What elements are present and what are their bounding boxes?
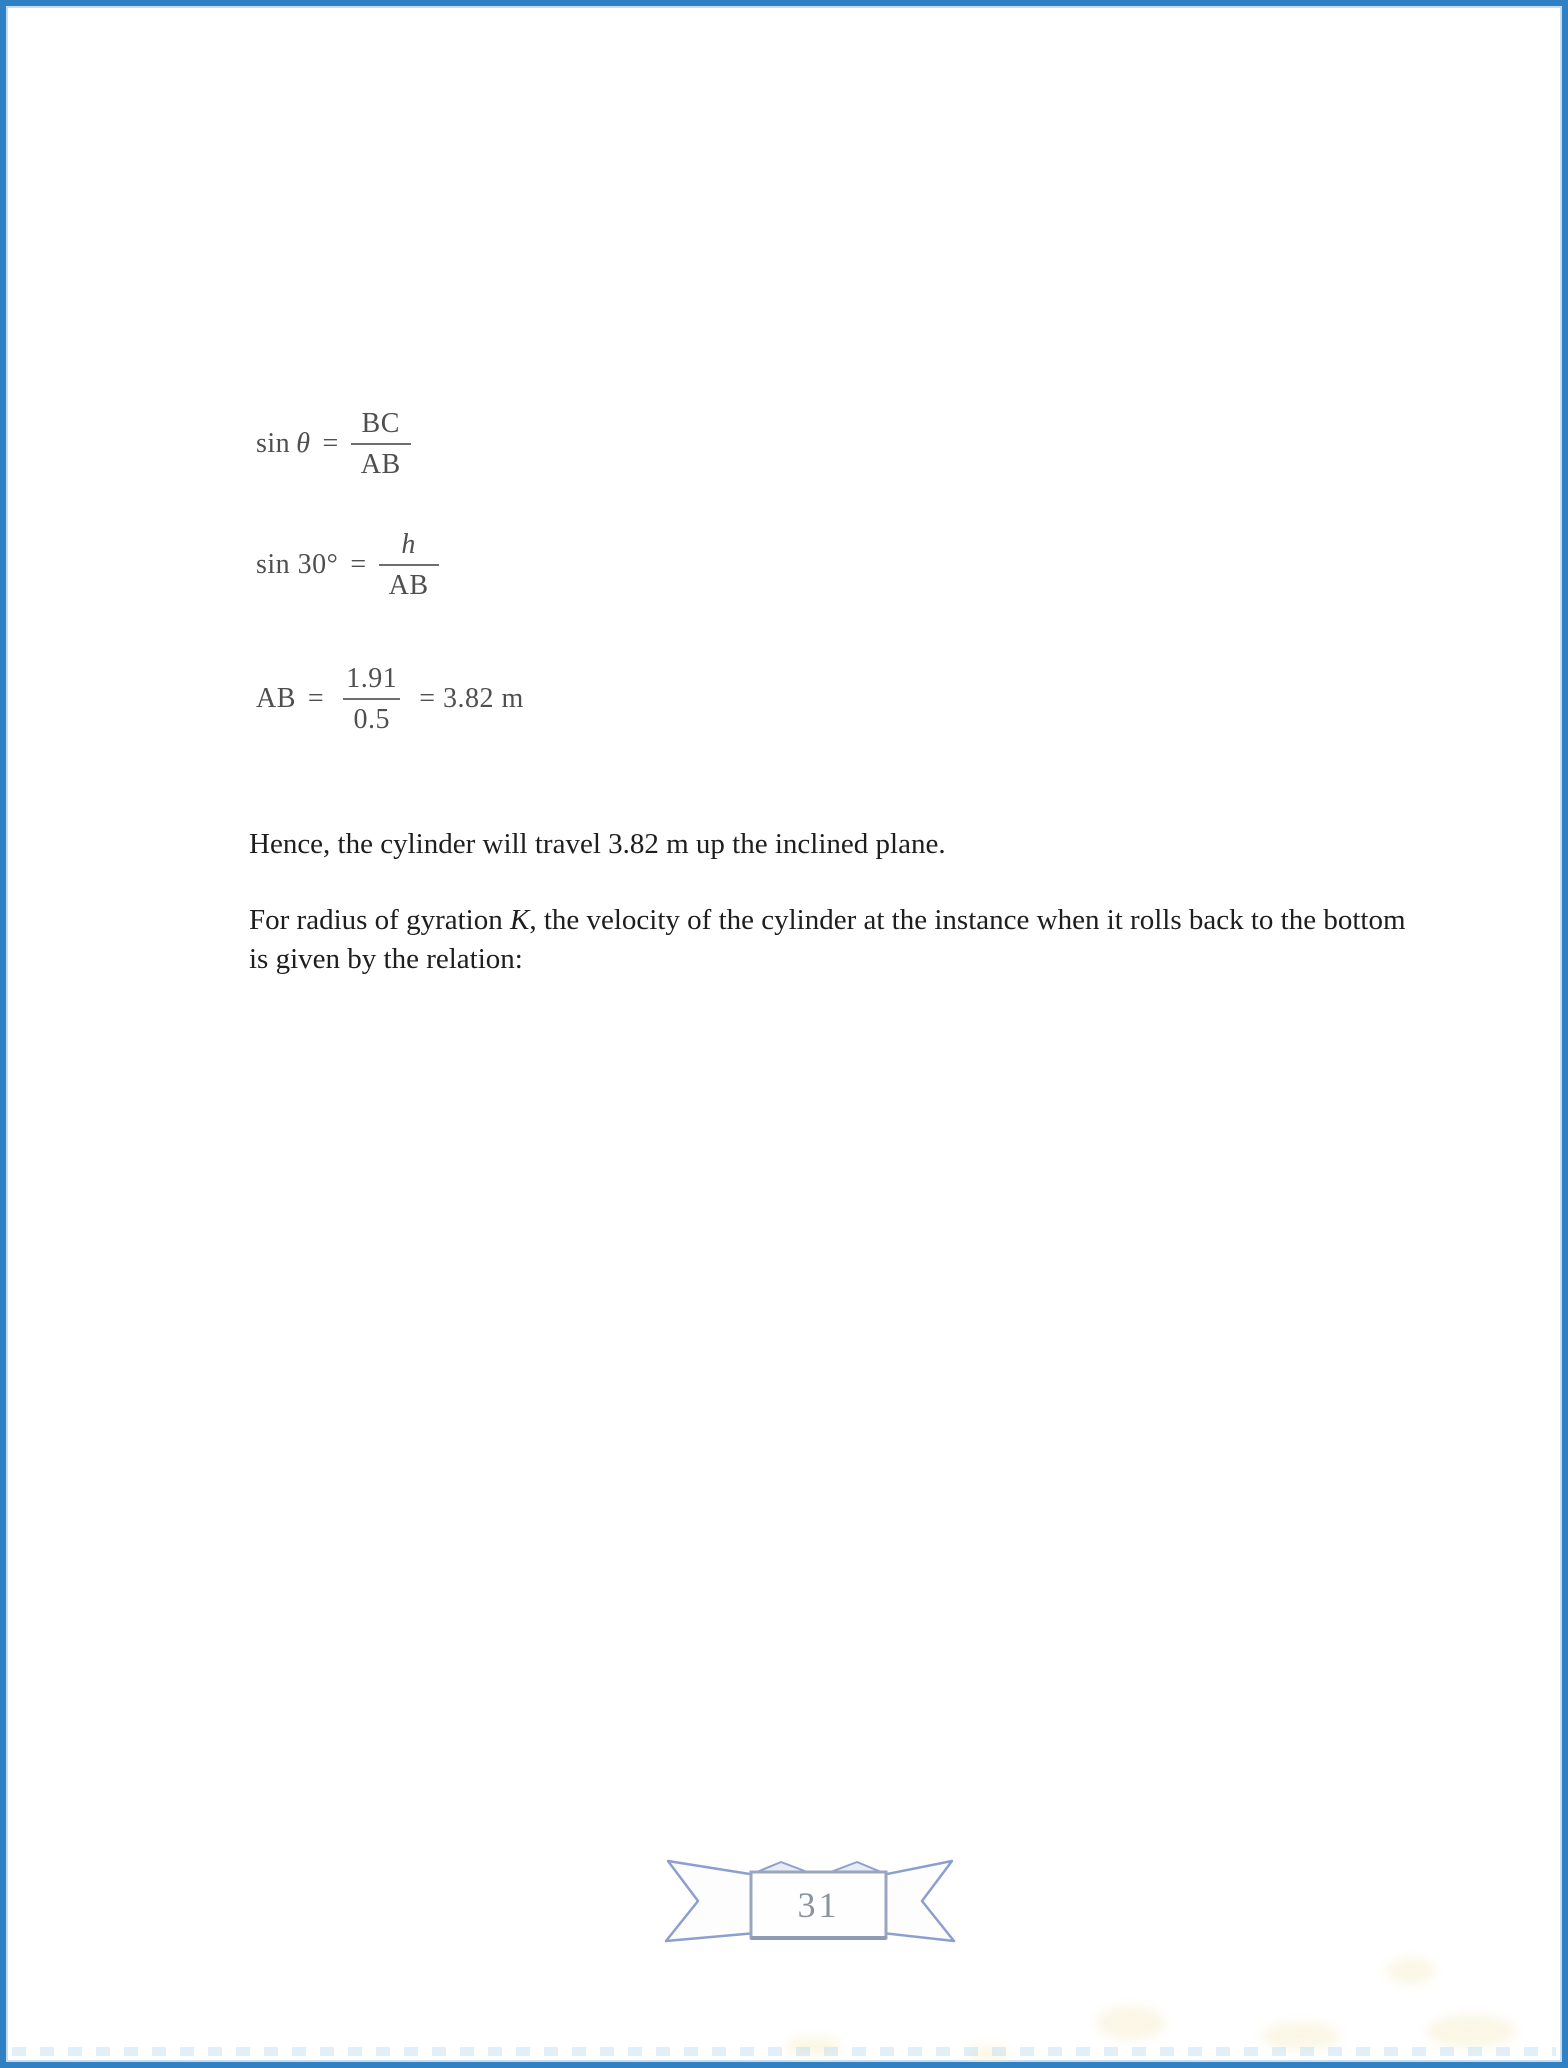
equals-sign: = [322,428,339,460]
equation-lead: sin 30° [256,549,339,581]
fraction-denominator: 0.5 [343,698,400,734]
scan-artifact [1261,2022,1341,2050]
equation-result: = 3.82 m [419,683,524,715]
page-number-ribbon [660,1854,960,1949]
fraction-denominator: AB [379,564,439,600]
scan-artifact [1386,1958,1436,1984]
conclusion-paragraph: Hence, the cylinder will travel 3.82 m up the inclined plane. [249,828,946,860]
page-number-label: 31 [797,1885,840,1925]
fraction-numerator: 1.91 [346,663,398,694]
equation-lead: sin [256,428,291,460]
scan-artifact [1096,2006,1166,2040]
fraction [379,530,439,601]
equals-sign: = [350,549,367,581]
variable-k: K [509,904,530,936]
equation-sin-30 [256,530,439,601]
paragraph-text: , the velocity of the cylinder at the instance when it rolls back to the bottom is given by the relation: [249,904,1406,975]
fraction [336,664,407,735]
equation-lead: AB [256,683,296,715]
radius-of-gyration-paragraph [249,901,1414,979]
equals-sign: = [307,683,325,715]
scan-artifact [1426,2014,1516,2048]
paragraph-text: For radius of gyration [249,904,510,936]
equation-ab-result [256,664,524,735]
fraction [351,409,411,480]
fraction-numerator: BC [361,408,400,439]
equation-variable: θ [296,428,311,460]
fraction-denominator: AB [351,443,411,479]
scan-artifact-dashes [12,2047,1556,2056]
equation-sin-theta [256,409,411,480]
fraction-numerator: h [401,529,416,560]
